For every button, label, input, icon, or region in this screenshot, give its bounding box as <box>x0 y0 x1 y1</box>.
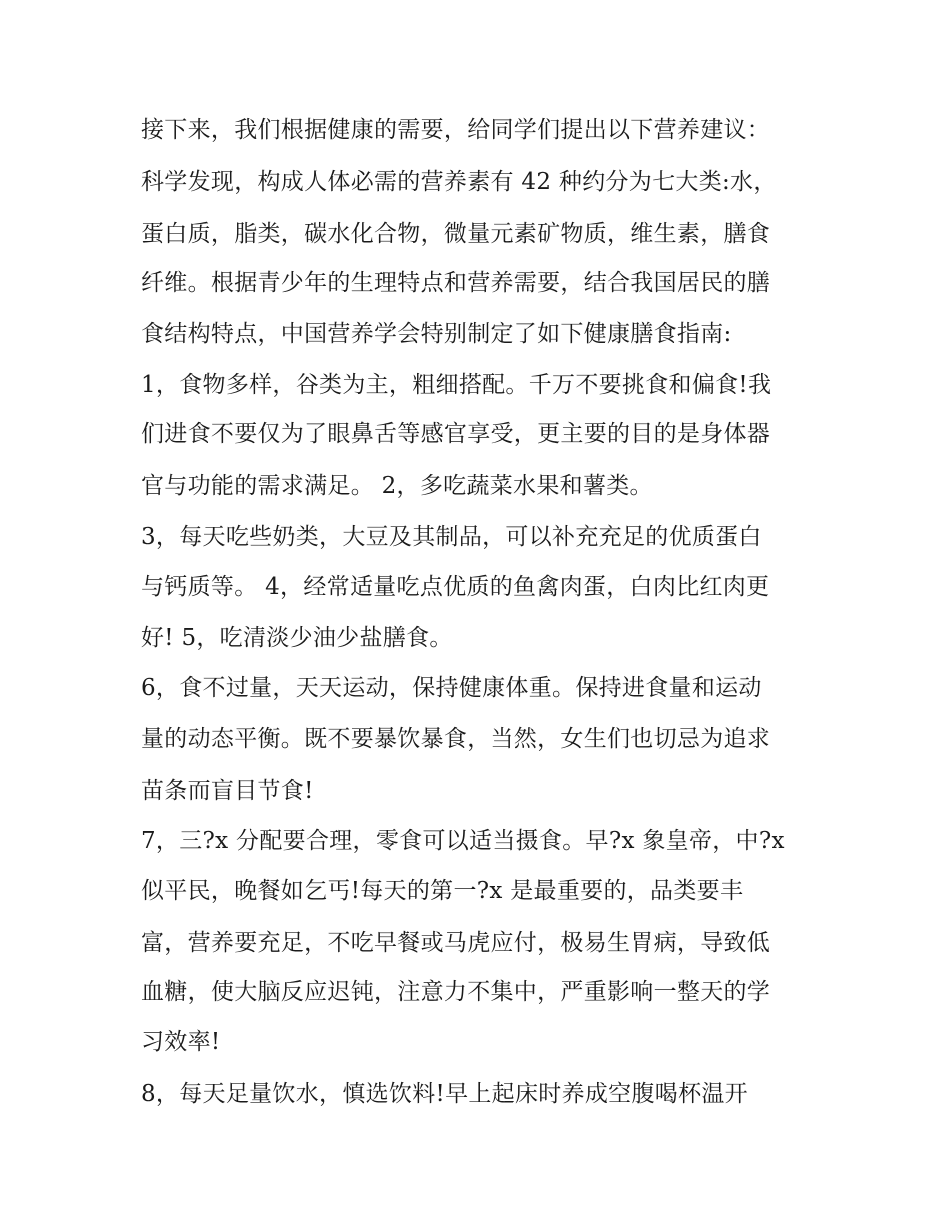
text-line: 8，每天足量饮水，慎选饮料!早上起床时养成空腹喝杯温开 <box>141 1081 748 1107</box>
text-line: 6，食不过量，天天运动，保持健康体重。保持进食量和运动 <box>141 675 762 701</box>
text-line: 3，每天吃些奶类，大豆及其制品，可以补充充足的优质蛋白 <box>141 524 762 550</box>
text-line: 食结构特点，中国营养学会特别制定了如下健康膳食指南: <box>141 321 732 347</box>
text-line: 似平民，晚餐如乞丐!每天的第一?x 是最重要的，品类要丰 <box>141 878 744 904</box>
text-line: 量的动态平衡。既不要暴饮暴食，当然，女生们也切忌为追求 <box>141 726 771 752</box>
text-line: 习效率! <box>141 1029 221 1055</box>
text-line: 纤维。根据青少年的生理特点和营养需要，结合我国居民的膳 <box>141 270 771 296</box>
text-line: 好! 5，吃清淡少油少盐膳食。 <box>141 625 453 651</box>
text-line: 科学发现，构成人体必需的营养素有 42 种约分为七大类:水， <box>141 169 777 195</box>
text-line: 们进食不要仅为了眼鼻舌等感官享受，更主要的目的是身体器 <box>141 421 771 447</box>
text-line: 7，三?x 分配要合理，零食可以适当摄食。早?x 象皇帝，中?x <box>141 828 785 854</box>
text-line: 接下来，我们根据健康的需要，给同学们提出以下营养建议： <box>141 117 771 143</box>
text-line: 苗条而盲目节食! <box>141 778 314 804</box>
text-line: 官与功能的需求满足。 2，多吃蔬菜水果和薯类。 <box>141 473 653 499</box>
text-line: 1，食物多样，谷类为主，粗细搭配。千万不要挑食和偏食!我 <box>141 372 772 398</box>
text-line: 与钙质等。 4，经常适量吃点优质的鱼禽肉蛋，白肉比红肉更 <box>141 574 770 600</box>
text-line: 血糖，使大脑反应迟钝，注意力不集中，严重影响一整天的学 <box>141 979 771 1005</box>
text-line: 蛋白质，脂类，碳水化合物，微量元素矿物质，维生素，膳食 <box>141 221 771 247</box>
text-line: 富，营养要充足，不吃早餐或马虎应付，极易生胃病，导致低 <box>141 930 771 956</box>
